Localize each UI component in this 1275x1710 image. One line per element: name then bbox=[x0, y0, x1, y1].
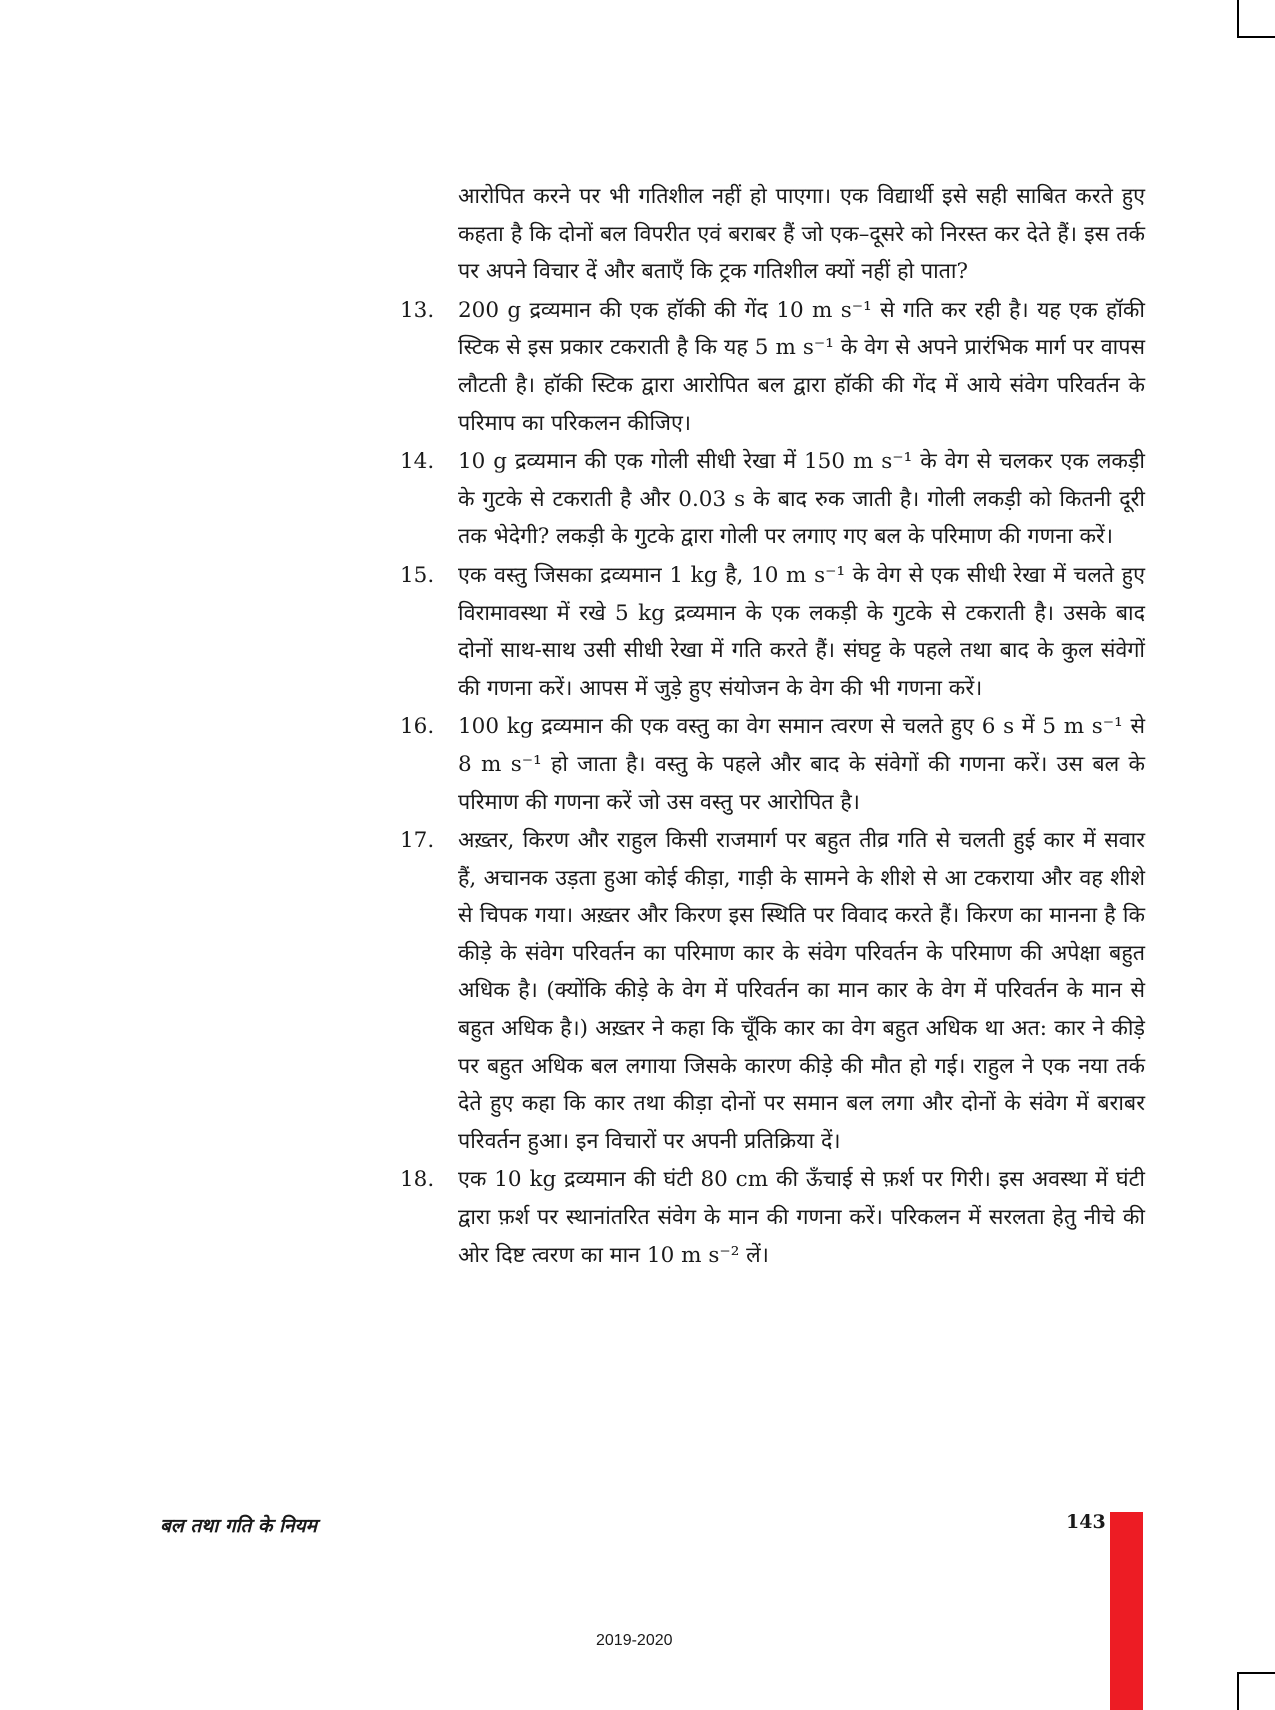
edition-year: 2019-2020 bbox=[596, 1632, 673, 1649]
question-item bbox=[400, 1161, 1145, 1274]
chapter-title: बल तथा गति के नियम bbox=[160, 1515, 317, 1537]
question-item bbox=[400, 557, 1145, 707]
question-text: 100 kg द्रव्यमान की एक वस्तु का वेग समान त्वरण से चलते हुए 6 s में 5 m s⁻¹ से 8 m s⁻¹ हो जाता है। वस्तु के पहले और बाद के संवेगों की गणना करें। उस बल के परिमाण की गणना करें जो उस वस्तु पर आरोपित है। bbox=[458, 714, 1145, 815]
crop-mark-top bbox=[1237, 0, 1275, 38]
question-list bbox=[400, 178, 1145, 1274]
crop-mark-bottom bbox=[1237, 1672, 1275, 1710]
question-text: एक वस्तु जिसका द्रव्यमान 1 kg है, 10 m s⁻¹ के वेग से एक सीधी रेखा में चलते हुए विरामावस्था में रखे 5 kg द्रव्यमान के एक लकड़ी के गुटके से टकराती है। उसके बाद दोनों साथ-साथ उसी सीधी रेखा में गति करते हैं। संघट्ट के पहले तथा बाद के कुल संवेगों की गणना करें। आपस में जुड़े हुए संयोजन के वेग की भी गणना करें। bbox=[458, 562, 1145, 701]
question-number: 15. bbox=[400, 562, 435, 588]
question-number: 17. bbox=[400, 828, 435, 854]
question-item bbox=[400, 708, 1145, 821]
question-number: 18. bbox=[400, 1167, 435, 1193]
question-item bbox=[400, 443, 1145, 556]
lead-paragraph: आरोपित करने पर भी गतिशील नहीं हो पाएगा। एक विद्यार्थी इसे सही साबित करते हुए कहता है कि दोनों बल विपरीत एवं बराबर हैं जो एक–दूसरे को निरस्त कर देते हैं। इस तर्क पर अपने विचार दें और बताएँ कि ट्रक गतिशील क्यों नहीं हो पाता? bbox=[458, 184, 1145, 285]
accent-bar bbox=[1110, 1512, 1143, 1710]
question-text: 200 g द्रव्यमान की एक हॉकी की गेंद 10 m s⁻¹ से गति कर रही है। यह एक हॉकी स्टिक से इस प्रकार टकराती है कि यह 5 m s⁻¹ के वेग से अपने प्रारंभिक मार्ग पर वापस लौटती है। हॉकी स्टिक द्वारा आरोपित बल द्वारा हॉकी की गेंद में आये संवेग परिवर्तन के परिमाप का परिकलन कीजिए। bbox=[458, 297, 1145, 436]
question-number: 13. bbox=[400, 297, 435, 323]
page-number: 143 bbox=[1066, 1511, 1106, 1533]
question-item bbox=[400, 292, 1145, 442]
question-text: एक 10 kg द्रव्यमान की घंटी 80 cm की ऊँचाई से फ़र्श पर गिरी। इस अवस्था में घंटी द्वारा फ़र्श पर स्थानांतरित संवेग के मान की गणना करें। परिकलन में सरलता हेतु नीचे की ओर दिष्ट त्वरण का मान 10 m s⁻² लें। bbox=[458, 1167, 1145, 1268]
question-number: 16. bbox=[400, 714, 435, 740]
question-number: 14. bbox=[400, 449, 435, 475]
question-item bbox=[400, 822, 1145, 1160]
question-text: अख़्तर, किरण और राहुल किसी राजमार्ग पर बहुत तीव्र गति से चलती हुई कार में सवार हैं, अचानक उड़ता हुआ कोई कीड़ा, गाड़ी के सामने के शीशे से आ टकराया और वह शीशे से चिपक गया। अख़्तर और किरण इस स्थिति पर विवाद करते हैं। किरण का मानना है कि कीड़े के संवेग परिवर्तन का परिमाण कार के संवेग परिवर्तन के परिमाण की अपेक्षा बहुत अधिक है। (क्योंकि कीड़े के वेग में परिवर्तन का मान कार के वेग में परिवर्तन के मान से बहुत अधिक है।) अख़्तर ने कहा कि चूँकि कार का वेग बहुत अधिक था अत: कार ने कीड़े पर बहुत अधिक बल लगाया जिसके कारण कीड़े की मौत हो गई। राहुल ने एक नया तर्क देते हुए कहा कि कार तथा कीड़ा दोनों पर समान बल लगा और दोनों के संवेग में बराबर परिवर्तन हुआ। इन विचारों पर अपनी प्रतिक्रिया दें। bbox=[458, 828, 1145, 1154]
question-text: 10 g द्रव्यमान की एक गोली सीधी रेखा में 150 m s⁻¹ के वेग से चलकर एक लकड़ी के गुटके से टकराती है और 0.03 s के बाद रुक जाती है। गोली लकड़ी को कितनी दूरी तक भेदेगी? लकड़ी के गुटके द्वारा गोली पर लगाए गए बल के परिमाण की गणना करें। bbox=[458, 449, 1145, 550]
